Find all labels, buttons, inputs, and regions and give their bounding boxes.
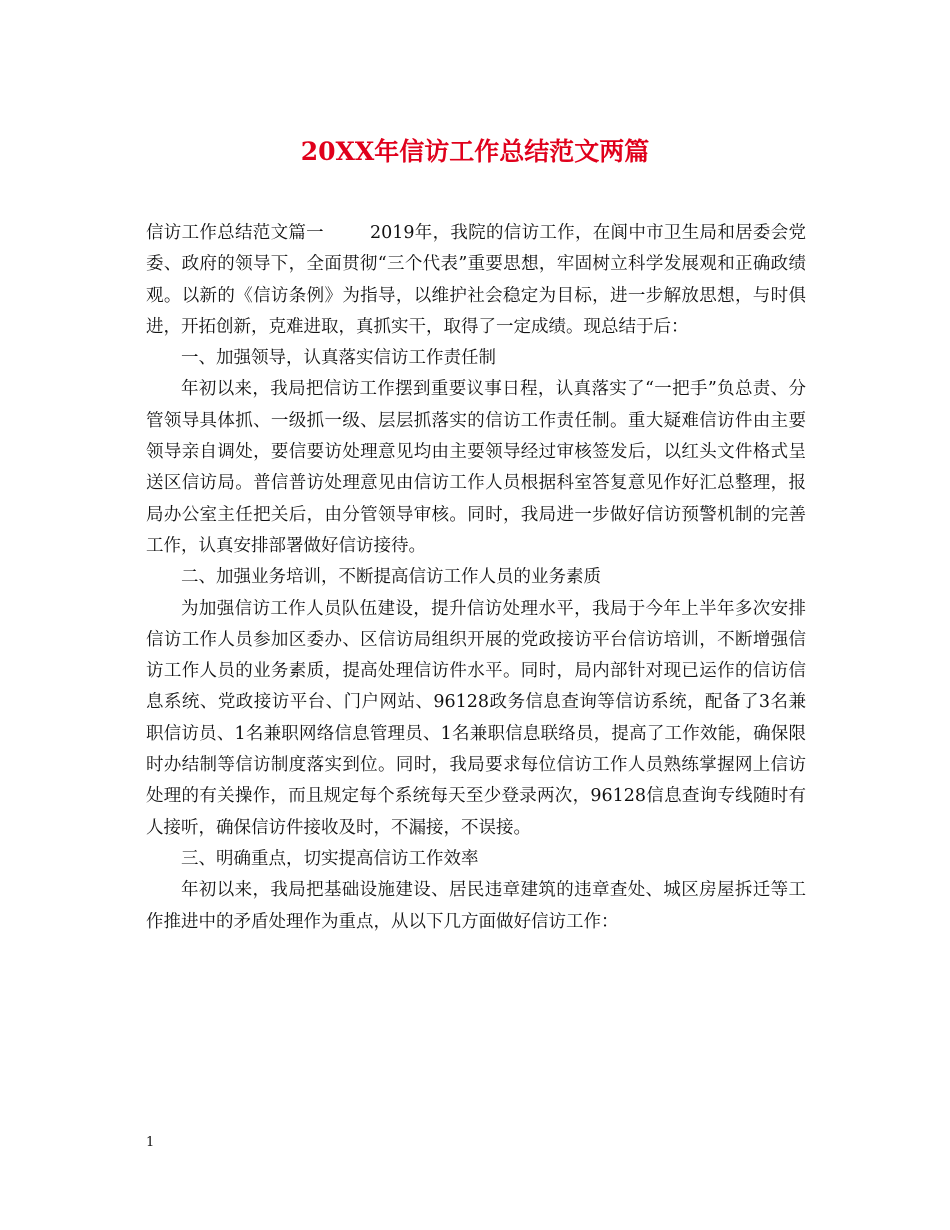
paragraph-1: 年初以来，我局把信访工作摆到重要议事日程，认真落实了“一把手”负总责、分管领导具体抓、一级抓一级、层层抓落实的信访工作责任制。重大疑难信访件由主要领导亲自调处，要信要访处理意见均由主要领导经过审核签发后，以红头文件格式呈送区信访局。普信普访处理意见由信访工作人员根据科室答复意见作好汇总整理，报局办公室主任把关后，由分管领导审核。同时，我局进一步做好信访预警机制的完善工作，认真安排部署做好信访接待。 bbox=[146, 379, 806, 556]
intro-text: 2019年，我院的信访工作，在阆中市卫生局和居委会党委、政府的领导下，全面贯彻“三个代表”重要思想，牢固树立科学发展观和正确政绩观。以新的《信访条例》为指导，以维护社会稳定为目标，进一步解放思想，与时俱进，开拓创新，克难进取，真抓实干，取得了一定成绩。现总结于后： bbox=[146, 223, 807, 337]
section-heading-2: 二、加强业务培训，不断提高信访工作人员的业务素质 bbox=[181, 567, 601, 588]
paragraph-intro bbox=[146, 218, 806, 343]
section-heading-3: 三、明确重点，切实提高信访工作效率 bbox=[181, 848, 479, 869]
document-body bbox=[146, 218, 806, 938]
paragraph-3: 年初以来，我局把基础设施建设、居民违章建筑的违章查处、城区房屋拆迁等工作推进中的矛盾处理作为重点，从以下几方面做好信访工作： bbox=[146, 880, 806, 932]
section-heading-1: 一、加强领导，认真落实信访工作责任制 bbox=[181, 348, 496, 369]
page-number: 1 bbox=[146, 1135, 155, 1150]
lead-label: 信访工作总结范文篇一 bbox=[146, 223, 324, 243]
document-title: 20XX年信访工作总结范文两篇 bbox=[300, 137, 650, 166]
paragraph-2: 为加强信访工作人员队伍建设，提升信访处理水平，我局于今年上半年多次安排信访工作人员参加区委办、区信访局组织开展的党政接访平台信访培训，不断增强信访工作人员的业务素质，提高处理信访件水平。同时，局内部针对现已运作的信访信息系统、党政接访平台、门户网站、96128政务信息查询等信访系统，配备了3名兼职信访员、1名兼职网络信息管理员、1名兼职信息联络员，提高了工作效能，确保限时办结制等信访制度落实到位。同时，我局要求每位信访工作人员熟练掌握网上信访处理的有关操作，而且规定每个系统每天至少登录两次，96128信息查询专线随时有人接听，确保信访件接收及时，不漏接，不误接。 bbox=[146, 598, 806, 838]
